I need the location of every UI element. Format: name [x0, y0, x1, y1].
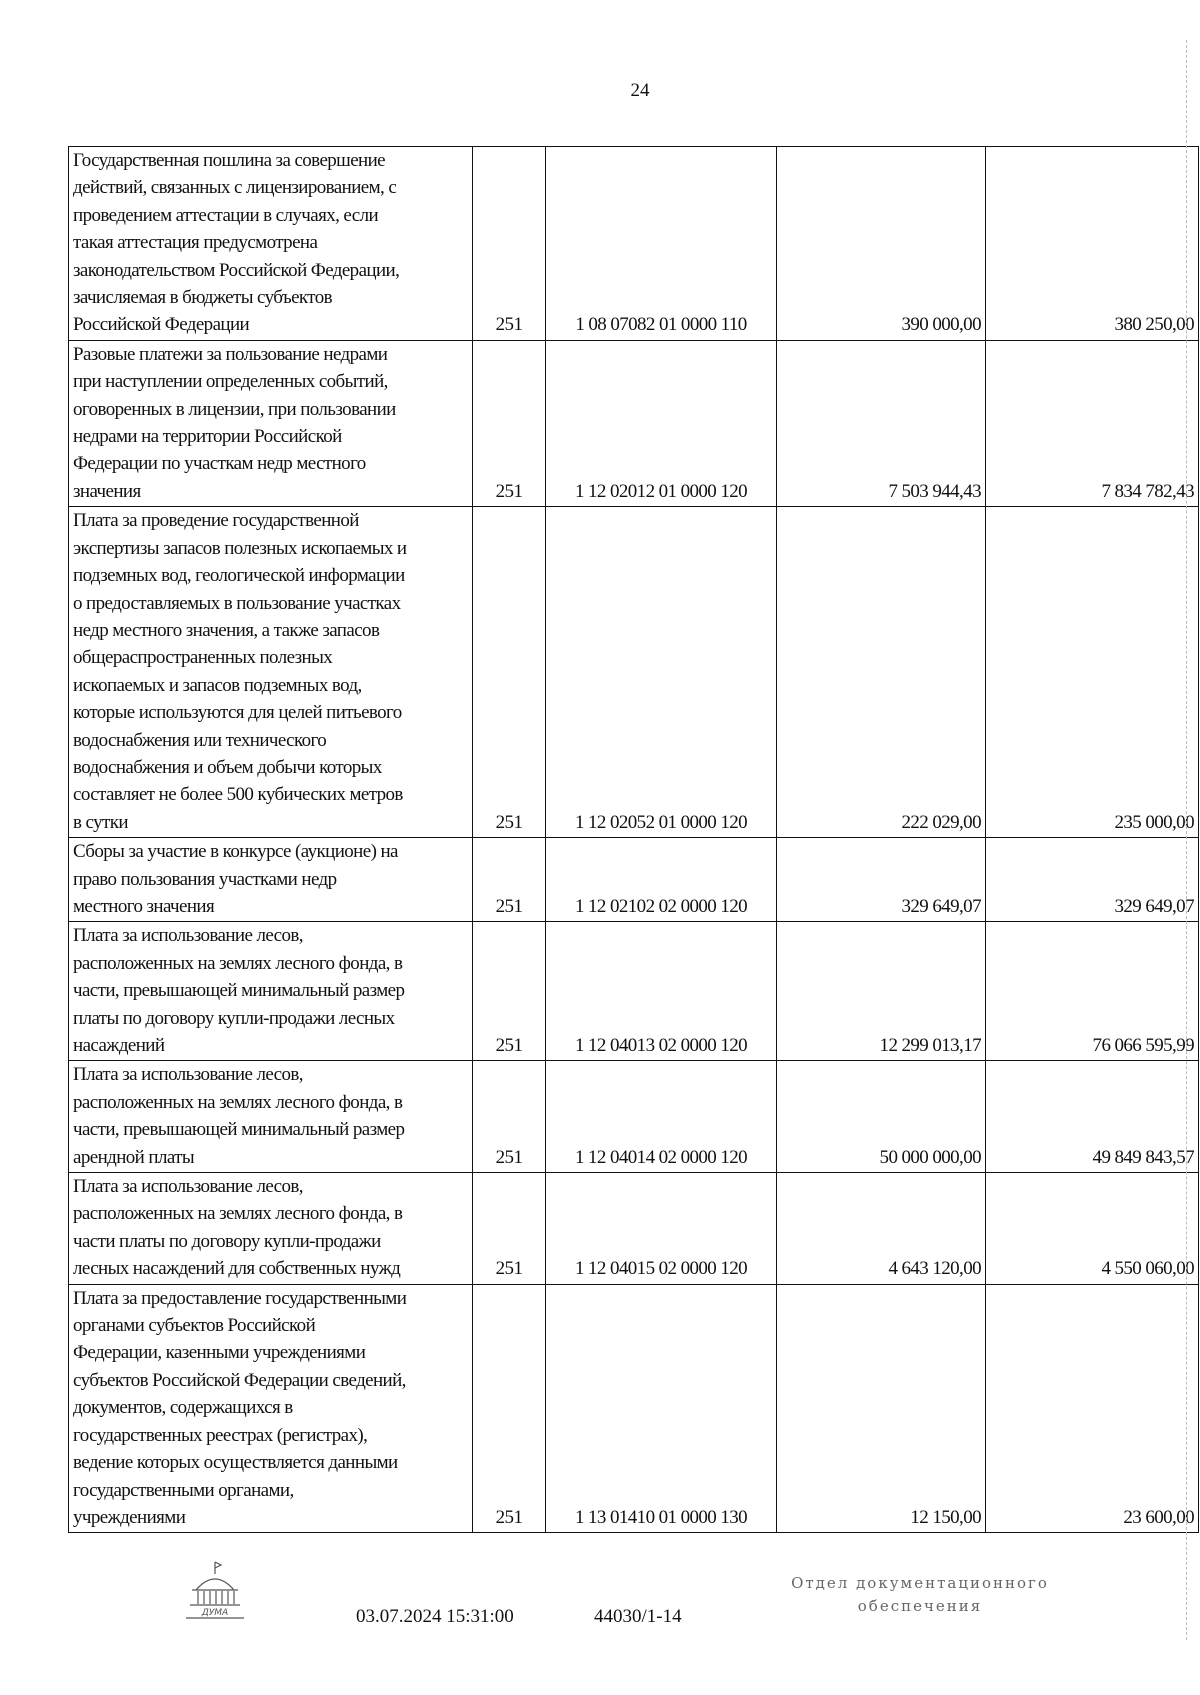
admin-code-cell: 251: [473, 507, 546, 838]
revenue-name-line: недр местного значения, а также запасов: [73, 619, 380, 641]
revenue-name-line: Плата за использование лесов,: [73, 1176, 303, 1198]
revenue-name-cell: [69, 922, 473, 1061]
revenue-name-line: расположенных на землях лесного фонда, в: [73, 1203, 403, 1225]
amount-actual-cell: 380 250,00: [986, 147, 1199, 341]
revenue-name-line: право пользования участками недр: [73, 868, 337, 890]
revenue-name-line: Плата за использование лесов,: [73, 925, 303, 947]
revenue-name-line: ведение которых осуществляется данными: [73, 1452, 398, 1474]
revenue-name-cell: [69, 1173, 473, 1285]
revenue-name-line: которые используются для целей питьевого: [73, 702, 402, 724]
revenue-name-line: арендной платы: [73, 1146, 195, 1168]
revenue-name-line: Сборы за участие в конкурсе (аукционе) на: [73, 841, 398, 863]
footer-timestamp: 03.07.2024 15:31:00: [356, 1606, 514, 1627]
revenue-name-line: в сутки: [73, 811, 128, 833]
revenue-name-line: лесных насаждений для собственных нужд: [73, 1258, 401, 1280]
table-row: [69, 838, 1199, 922]
footer-doc-number: 44030/1-14: [594, 1606, 682, 1627]
revenue-name-line: расположенных на землях лесного фонда, в: [73, 952, 403, 974]
table-row: [69, 1284, 1199, 1533]
amount-plan-cell: 50 000 000,00: [777, 1061, 986, 1173]
amount-plan-cell: 390 000,00: [777, 147, 986, 341]
amount-actual-cell: 7 834 782,43: [986, 340, 1199, 506]
admin-code-cell: 251: [473, 340, 546, 506]
amount-actual-cell: 23 600,00: [986, 1284, 1199, 1533]
admin-code-cell: 251: [473, 147, 546, 341]
revenue-name-line: Плата за предоставление государственными: [73, 1287, 407, 1309]
revenue-name-line: государственными органами,: [73, 1479, 294, 1501]
logo-text: ДУМА: [201, 1608, 229, 1618]
duma-logo-icon: [182, 1560, 248, 1622]
table-row: [69, 147, 1199, 341]
revenue-name-cell: [69, 507, 473, 838]
revenue-name-line: недрами на территории Российской: [73, 426, 342, 448]
revenue-name-line: государственных реестрах (регистрах),: [73, 1424, 368, 1446]
classification-code-cell: 1 08 07082 01 0000 110: [546, 147, 777, 341]
amount-plan-cell: 4 643 120,00: [777, 1173, 986, 1285]
revenue-name-line: Плата за использование лесов,: [73, 1064, 303, 1086]
revenue-name-line: составляет не более 500 кубических метров: [73, 784, 403, 806]
scan-edge-artifact: [1186, 40, 1191, 1640]
revenue-name-line: значения: [73, 480, 141, 502]
table-row: [69, 922, 1199, 1061]
amount-plan-cell: 12 299 013,17: [777, 922, 986, 1061]
revenue-name-cell: [69, 838, 473, 922]
revenue-name-line: о предоставляемых в пользование участках: [73, 592, 401, 614]
stamp-line-1: Отдел документационного: [791, 1574, 1049, 1592]
amount-actual-cell: 235 000,00: [986, 507, 1199, 838]
revenue-name-cell: [69, 1061, 473, 1173]
revenue-name-line: расположенных на землях лесного фонда, в: [73, 1091, 403, 1113]
classification-code-cell: 1 13 01410 01 0000 130: [546, 1284, 777, 1533]
revenue-name-line: законодательством Российской Федерации,: [73, 259, 400, 281]
revenue-name-cell: [69, 1284, 473, 1533]
admin-code-cell: 251: [473, 838, 546, 922]
revenue-table: [68, 146, 1199, 1533]
admin-code-cell: 251: [473, 922, 546, 1061]
revenue-name-line: при наступлении определенных событий,: [73, 371, 388, 393]
revenue-name-line: подземных вод, геологической информации: [73, 565, 405, 587]
table-row: [69, 507, 1199, 838]
revenue-name-line: органами субъектов Российской: [73, 1315, 316, 1337]
revenue-name-line: водоснабжения или технического: [73, 729, 327, 751]
revenue-name-line: оговоренных в лицензии, при пользовании: [73, 398, 396, 420]
revenue-name-line: Российской Федерации: [73, 314, 250, 336]
revenue-name-line: платы по договору купли-продажи лесных: [73, 1007, 395, 1029]
table-row: [69, 1061, 1199, 1173]
revenue-name-line: водоснабжения и объем добычи которых: [73, 756, 382, 778]
revenue-name-line: действий, связанных с лицензированием, с: [73, 177, 397, 199]
classification-code-cell: 1 12 02012 01 0000 120: [546, 340, 777, 506]
stamp-line-2: обеспечения: [857, 1597, 983, 1615]
classification-code-cell: 1 12 02102 02 0000 120: [546, 838, 777, 922]
revenue-name-line: субъектов Российской Федерации сведений,: [73, 1369, 406, 1391]
revenue-name-cell: [69, 147, 473, 341]
amount-plan-cell: 329 649,07: [777, 838, 986, 922]
revenue-name-line: документов, содержащихся в: [73, 1397, 293, 1419]
revenue-name-line: Федерации, казенными учреждениями: [73, 1342, 366, 1364]
revenue-name-line: Плата за проведение государственной: [73, 510, 359, 532]
revenue-name-line: Федерации по участкам недр местного: [73, 453, 366, 475]
table-row: [69, 1173, 1199, 1285]
revenue-name-line: насаждений: [73, 1035, 165, 1056]
classification-code-cell: 1 12 04013 02 0000 120: [546, 922, 777, 1061]
revenue-name-line: такая аттестация предусмотрена: [73, 232, 318, 254]
page-number: 24: [630, 80, 650, 101]
revenue-name-line: части платы по договору купли-продажи: [73, 1230, 381, 1252]
table-row: [69, 340, 1199, 506]
admin-code-cell: 251: [473, 1173, 546, 1285]
revenue-name-cell: [69, 340, 473, 506]
revenue-name-line: экспертизы запасов полезных ископаемых и: [73, 537, 407, 559]
department-stamp: [770, 1572, 1070, 1618]
amount-actual-cell: 329 649,07: [986, 838, 1199, 922]
revenue-name-line: общераспространенных полезных: [73, 647, 333, 669]
revenue-name-line: ископаемых и запасов подземных вод,: [73, 674, 362, 696]
revenue-name-line: Государственная пошлина за совершение: [73, 150, 386, 171]
amount-plan-cell: 12 150,00: [777, 1284, 986, 1533]
amount-plan-cell: 222 029,00: [777, 507, 986, 838]
classification-code-cell: 1 12 04015 02 0000 120: [546, 1173, 777, 1285]
revenue-name-line: части, превышающей минимальный размер: [73, 1119, 405, 1141]
amount-actual-cell: 49 849 843,57: [986, 1061, 1199, 1173]
revenue-table-body: [69, 147, 1199, 1533]
classification-code-cell: 1 12 04014 02 0000 120: [546, 1061, 777, 1173]
revenue-name-line: Разовые платежи за пользование недрами: [73, 343, 388, 365]
revenue-name-line: проведением аттестации в случаях, если: [73, 204, 379, 226]
amount-actual-cell: 76 066 595,99: [986, 922, 1199, 1061]
amount-actual-cell: 4 550 060,00: [986, 1173, 1199, 1285]
amount-plan-cell: 7 503 944,43: [777, 340, 986, 506]
admin-code-cell: 251: [473, 1284, 546, 1533]
admin-code-cell: 251: [473, 1061, 546, 1173]
revenue-name-line: учреждениями: [73, 1506, 186, 1528]
revenue-name-line: зачисляемая в бюджеты субъектов: [73, 287, 333, 309]
revenue-name-line: местного значения: [73, 895, 215, 917]
classification-code-cell: 1 12 02052 01 0000 120: [546, 507, 777, 838]
revenue-name-line: части, превышающей минимальный размер: [73, 980, 405, 1002]
